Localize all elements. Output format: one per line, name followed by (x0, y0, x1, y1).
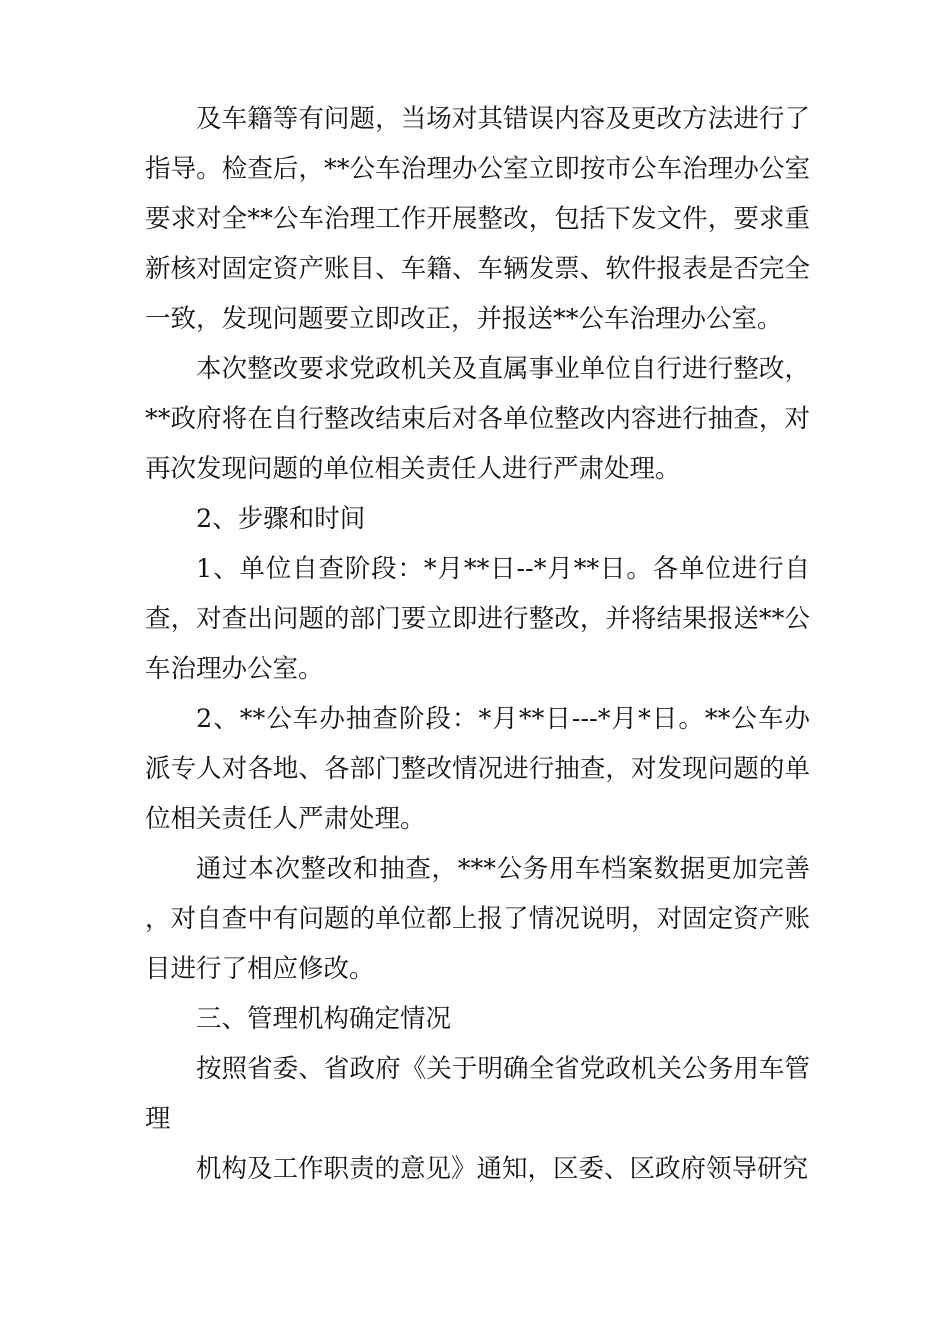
section-heading-steps: 2、步骤和时间 (196, 504, 366, 534)
paragraph-rectification-guidance: 及车籍等有问题，当场对其错误内容及更改方法进行了指导。检查后，**公车治理办公室立即按市公车治理办公室要求对全**公车治理工作开展整改，包括下发文件，要求重新核对固定资产账目、车籍、车辆发票、软件报表是否完全一致，发现问题要立即改正，并报送**公车治理办公室。 (145, 104, 810, 334)
paragraph-self-rectification: 本次整改要求党政机关及直属事业单位自行进行整改，**政府将在自行整改结束后对各单位整改内容进行抽查，对再次发现问题的单位相关责任人进行严肃处理。 (145, 354, 810, 484)
section-heading-management: 三、管理机构确定情况 (196, 1004, 452, 1034)
paragraph-management-intro: 按照省委、省政府《关于明确全省党政机关公务用车管理 (145, 1054, 810, 1134)
paragraph-step-spot-check: 2、**公车办抽查阶段：*月**日---*月*日。**公车办派专人对各地、各部门整改情况进行抽查，对发现问题的单位相关责任人严肃处理。 (145, 704, 810, 834)
paragraph-step-self-check: 1、单位自查阶段：*月**日--*月**日。各单位进行自查，对查出问题的部门要立即进行整改，并将结果报送**公车治理办公室。 (145, 554, 810, 684)
document-body (145, 94, 810, 1194)
paragraph-management-continued: 机构及工作职责的意见》通知，区委、区政府领导研究 (196, 1154, 809, 1184)
paragraph-results: 通过本次整改和抽查，***公务用车档案数据更加完善，对自查中有问题的单位都上报了情况说明，对固定资产账目进行了相应修改。 (145, 854, 810, 984)
